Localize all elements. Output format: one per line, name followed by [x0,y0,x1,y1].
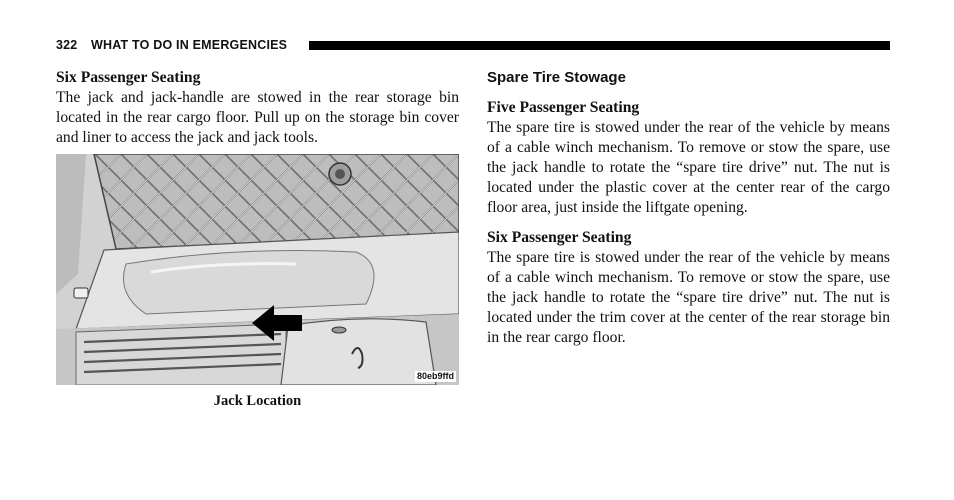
five-passenger-paragraph: The spare tire is stowed under the rear of the vehicle by means of a cable winch mechanism. To remove or stow the spare, use the jack handle to rotate the “spare tire drive” nut. The nut is located under the plastic cover at the center rear of the cargo floor area, just inside the liftgate opening. [487,119,890,216]
six-passenger-subheading: Six Passenger Seating [487,229,632,246]
page-number: 322 [56,38,78,52]
cargo-area-illustration [56,154,459,385]
jack-location-figure [56,154,459,385]
header-rule [309,41,890,50]
left-subheading: Six Passenger Seating [56,69,201,86]
page-header [56,38,890,52]
section-heading: Spare Tire Stowage [487,69,626,86]
left-paragraph: The jack and jack-handle are stowed in the rear storage bin located in the rear cargo floor. Pull up on the storage bin cover and liner to access the jack and jack tools. [56,89,459,146]
six-passenger-paragraph: The spare tire is stowed under the rear of the vehicle by means of a cable winch mechanism. To remove or stow the spare, use the jack handle to rotate the “spare tire drive” nut. The nut is located under the trim cover at the center of the rear storage bin in the rear cargo floor. [487,249,890,346]
left-column [56,68,459,148]
five-passenger-subheading: Five Passenger Seating [487,99,640,116]
section-title: WHAT TO DO IN EMERGENCIES [91,38,288,52]
right-column [487,68,890,348]
figure-caption: Jack Location [213,393,302,409]
figure-code: 80eb9ffd [416,371,454,381]
